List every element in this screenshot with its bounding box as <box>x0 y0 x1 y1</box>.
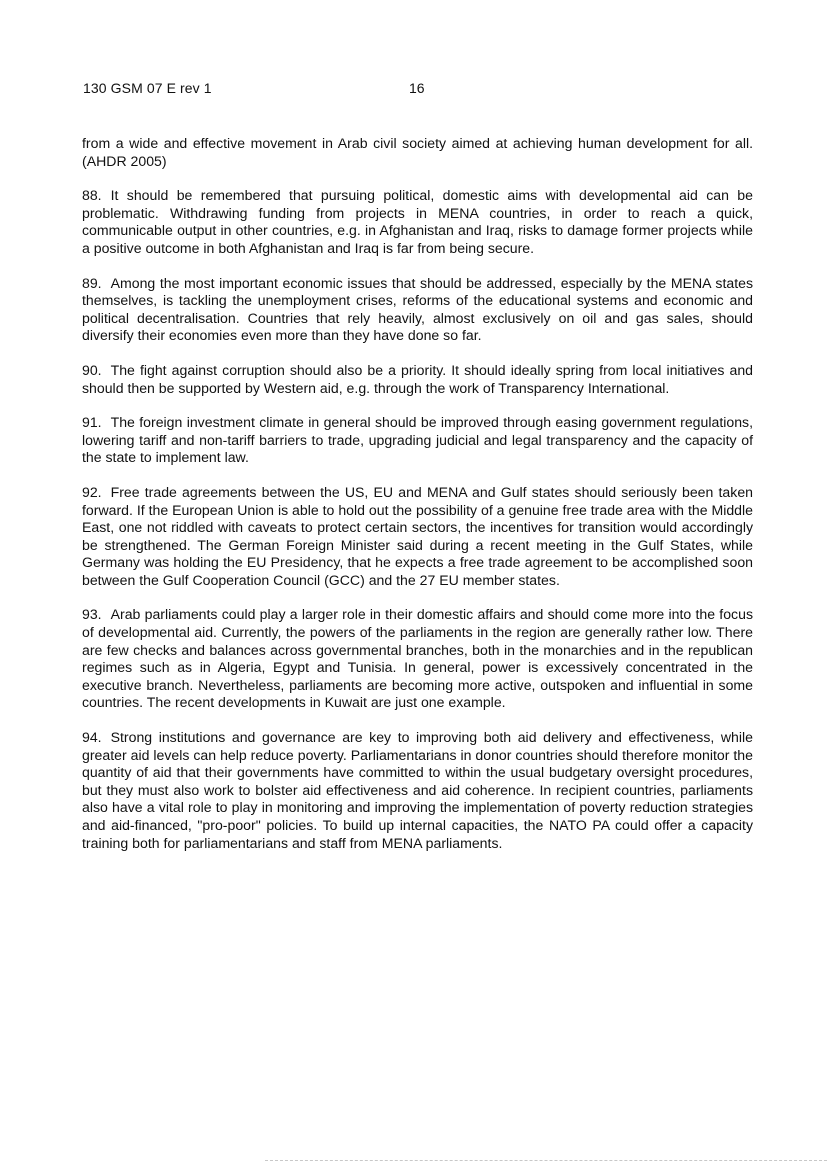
page-number: 16 <box>409 80 425 96</box>
paragraph-number: 91. <box>82 414 102 431</box>
document-body <box>82 135 753 869</box>
paragraph-text: Arab parliaments could play a larger role in their domestic affairs and should come more into the focus of developmental aid. Currently, the powers of the parliaments in the region are generally rather low. There are few checks and balances across governmental branches, both in the monarchies and in the republican regimes such as in Algeria, Egypt and Tunisia. In general, power is excessively concentrated in the executive branch. Nevertheless, parliaments are becoming more active, outspoken and influential in some countries. The recent developments in Kuwait are just one example. <box>82 606 753 711</box>
paragraph-93 <box>82 606 753 712</box>
document-reference: 130 GSM 07 E rev 1 <box>83 80 212 96</box>
paragraph-number: 90. <box>82 361 102 378</box>
paragraph-number: 94. <box>82 729 102 746</box>
footer-divider <box>265 1160 827 1161</box>
paragraph-text: Free trade agreements between the US, EU and MENA and Gulf states should seriously been taken forward. If the European Union is able to hold out the possibility of a genuine free trade area with the Middle East, one not riddled with caveats to protect certain sectors, the incentives for transition would accordingly be strengthened. The German Foreign Minister said during a recent meeting in the Gulf States, while Germany was holding the EU Presidency, that he expects a free trade agreement to be accomplished soon between the Gulf Cooperation Council (GCC) and the 27 EU member states. <box>82 483 753 588</box>
paragraph-88 <box>82 187 753 257</box>
paragraph-94 <box>82 729 753 852</box>
paragraph-89 <box>82 275 753 345</box>
paragraph-text: It should be remembered that pursuing political, domestic aims with developmental aid can be problematic. Withdrawing funding from projects in MENA countries, in order to reach a quick, communicable output in other countries, e.g. in Afghanistan and Iraq, risks to damage former projects while a positive outcome in both Afghanistan and Iraq is far from being secure. <box>82 187 753 256</box>
paragraph-91 <box>82 414 753 467</box>
paragraph-text: Strong institutions and governance are key to improving both aid delivery and effectiveness, while greater aid levels can help reduce poverty. Parliamentarians in donor countries should therefore monitor the quantity of aid that their governments have committed to within the usual budgetary oversight procedures, but they must also work to bolster aid effectiveness and aid coherence. In recipient countries, parliaments also have a vital role to play in monitoring and improving the implementation of poverty reduction strategies and aid-financed, "pro-poor" policies. To build up internal capacities, the NATO PA could offer a capacity training both for parliamentarians and staff from MENA parliaments. <box>82 729 753 851</box>
paragraph-number: 93. <box>82 606 102 623</box>
paragraph-text: The fight against corruption should also be a priority. It should ideally spring from local initiatives and should then be supported by Western aid, e.g. through the work of Transparency International. <box>82 361 753 396</box>
paragraph-90 <box>82 362 753 397</box>
paragraph-text: Among the most important economic issues that should be addressed, especially by the MENA states themselves, is tackling the unemployment crises, reforms of the educational systems and economic and political decentralisation. Countries that rely heavily, almost exclusively on oil and gas sales, should diversify their economies even more than they have done so far. <box>82 274 753 344</box>
paragraph-number: 89. <box>82 274 102 291</box>
paragraph-number: 92. <box>82 483 102 500</box>
intro-paragraph: from a wide and effective movement in Arab civil society aimed at achieving human development for all. (AHDR 2005) <box>82 135 753 169</box>
paragraph-92 <box>82 484 753 590</box>
paragraph-text: The foreign investment climate in general should be improved through easing government regulations, lowering tariff and non-tariff barriers to trade, upgrading judicial and legal transparency and the capacity of the state to implement law. <box>82 414 753 466</box>
page-header <box>83 80 563 100</box>
paragraph-number: 88. <box>82 187 102 204</box>
